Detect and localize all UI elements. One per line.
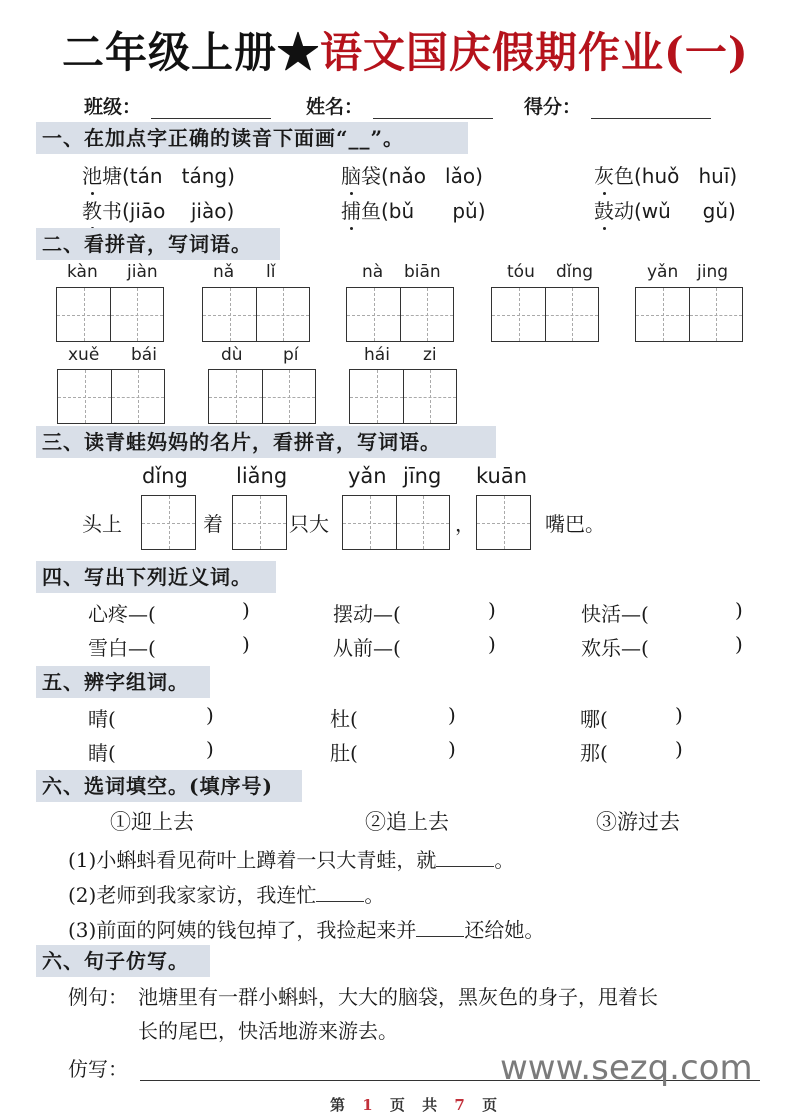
option-3: ③游过去 (596, 810, 680, 834)
paren-close: ) (488, 598, 496, 622)
writing-box-touding[interactable] (491, 287, 599, 342)
section5-heading: 五、辨字组词。 (36, 666, 210, 698)
pinyin: biān (404, 262, 441, 282)
answer-blank[interactable] (436, 849, 494, 867)
char-cell[interactable] (58, 370, 111, 423)
char-group-item[interactable]: 肚( (330, 741, 358, 765)
char-cell[interactable] (203, 288, 256, 341)
writing-box-yanjing[interactable] (635, 287, 743, 342)
pinyin: pí (283, 345, 299, 365)
paren-close: ) (242, 598, 250, 622)
pinyin: dù (221, 345, 243, 365)
s1-item[interactable]: 灰色(huǒ huī) (594, 160, 737, 189)
paren-close: ) (735, 598, 743, 622)
char-group-item[interactable]: 那( (580, 741, 608, 765)
synonym-item[interactable]: 摆动—( (333, 602, 401, 626)
sentence-text: 嘴巴。 (545, 512, 605, 536)
paren-close: ) (488, 632, 496, 656)
sentence-text: 头上 (82, 512, 122, 536)
example-line-1: 池塘里有一群小蝌蚪，大大的脑袋，黑灰色的身子，甩着长 (138, 985, 658, 1009)
char-cell[interactable] (545, 288, 598, 341)
question-3: (3)前面的阿姨的钱包掉了，我捡起来并 还给她。 (68, 918, 545, 942)
char-cell[interactable] (396, 496, 449, 549)
pinyin: zi (423, 345, 437, 365)
char-cell[interactable] (400, 288, 453, 341)
char-cell[interactable] (689, 288, 742, 341)
char-cell[interactable] (350, 370, 403, 423)
class-input-line[interactable] (151, 97, 271, 119)
section7-heading: 六、句子仿写。 (36, 945, 210, 977)
class-field[interactable] (84, 92, 271, 119)
section4-heading: 四、写出下列近义词。 (36, 561, 276, 593)
pinyin: nǎ (213, 262, 235, 282)
char-cell[interactable] (142, 496, 195, 549)
writing-box-ding[interactable] (141, 495, 196, 550)
char-cell[interactable] (209, 370, 262, 423)
s1-item[interactable]: 池塘(tán táng) (82, 160, 235, 189)
score-label: 得分： (524, 96, 582, 118)
writing-box-nabian[interactable] (346, 287, 454, 342)
pinyin: xuě (68, 345, 100, 365)
pinyin: bái (131, 345, 157, 365)
synonym-item[interactable]: 心疼—( (88, 602, 156, 626)
watermark: www.sezq.com (500, 1048, 753, 1088)
writing-box-dupi[interactable] (208, 369, 316, 424)
writing-box-yanjing-s3[interactable] (342, 495, 450, 550)
name-field[interactable] (306, 92, 493, 119)
s1-item[interactable]: 脑袋(nǎo lǎo) (341, 160, 483, 189)
student-info-row (84, 92, 744, 118)
s1-item[interactable]: 教书(jiāo jiào) (82, 195, 234, 224)
question-1: (1)小蝌蚪看见荷叶上蹲着一只大青蛙，就 。 (68, 848, 515, 872)
question-2: (2)老师到我家家访，我连忙 。 (68, 883, 385, 907)
page-footer: 第 1 页 共 7 页 (330, 1096, 504, 1114)
class-label: 班级： (84, 96, 142, 118)
char-cell[interactable] (343, 496, 396, 549)
writing-box-kuan[interactable] (476, 495, 531, 550)
pinyin: lǐ (266, 262, 276, 282)
pinyin: yǎn (348, 464, 387, 488)
char-cell[interactable] (57, 288, 110, 341)
answer-blank[interactable] (316, 884, 364, 902)
score-field[interactable] (524, 92, 711, 119)
score-input-line[interactable] (591, 97, 711, 119)
writing-box-kanjian[interactable] (56, 287, 164, 342)
imitate-label: 仿写： (68, 1057, 128, 1081)
char-cell[interactable] (233, 496, 286, 549)
current-page: 1 (362, 1096, 379, 1114)
char-cell[interactable] (111, 370, 164, 423)
pinyin: kuān (476, 464, 528, 488)
section3-heading: 三、读青蛙妈妈的名片，看拼音，写词语。 (36, 426, 496, 458)
paren-close: ) (448, 737, 456, 761)
char-group-item[interactable]: 晴( (88, 707, 116, 731)
example-label: 例句： (68, 985, 128, 1009)
pinyin: dǐng (556, 262, 594, 282)
synonym-item[interactable]: 雪白—( (88, 636, 156, 660)
s1-item[interactable]: 鼓动(wǔ gǔ) (594, 195, 736, 224)
synonym-item[interactable]: 欢乐—( (581, 636, 649, 660)
pinyin: liǎng (236, 464, 288, 488)
synonym-item[interactable]: 快活—( (581, 602, 649, 626)
name-input-line[interactable] (373, 97, 493, 119)
pinyin: kàn (67, 262, 98, 282)
writing-box-haizi[interactable] (349, 369, 457, 424)
paren-close: ) (206, 703, 214, 727)
pinyin: nà (362, 262, 384, 282)
answer-blank[interactable] (416, 919, 464, 937)
example-line-2: 长的尾巴，快活地游来游去。 (138, 1019, 398, 1043)
writing-box-nali[interactable] (202, 287, 310, 342)
worksheet-title (62, 28, 749, 78)
char-cell[interactable] (492, 288, 545, 341)
title-grade: 二年级上册★ (62, 28, 321, 77)
char-group-item[interactable]: 哪( (580, 707, 608, 731)
pinyin: dǐng (142, 464, 188, 488)
name-label: 姓名： (306, 96, 364, 118)
pinyin: jiàn (127, 262, 158, 282)
char-group-item[interactable]: 杜( (330, 707, 358, 731)
char-cell[interactable] (110, 288, 163, 341)
section1-heading: 一、在加点字正确的读音下面画“__”。 (36, 122, 468, 154)
total-pages: 7 (454, 1096, 471, 1114)
paren-close: ) (735, 632, 743, 656)
pinyin: jīng (403, 464, 442, 488)
title-subject: 语文国庆假期作业(一) (320, 28, 749, 77)
paren-close: ) (448, 703, 456, 727)
char-cell[interactable] (262, 370, 315, 423)
char-cell[interactable] (477, 496, 530, 549)
char-cell[interactable] (347, 288, 400, 341)
s1-item[interactable]: 捕鱼(bǔ pǔ) (341, 195, 486, 224)
sentence-text: 只大 (289, 512, 329, 536)
pinyin: jing (697, 262, 729, 282)
paren-close: ) (206, 737, 214, 761)
sentence-text: 着 (203, 512, 223, 536)
section6-heading: 六、选词填空。(填序号) (36, 770, 302, 802)
char-cell[interactable] (403, 370, 456, 423)
option-1: ①迎上去 (110, 810, 194, 834)
paren-close: ) (242, 632, 250, 656)
section2-heading: 二、看拼音，写词语。 (36, 228, 280, 260)
synonym-item[interactable]: 从前—( (333, 636, 401, 660)
pinyin: tóu (507, 262, 535, 282)
sentence-text: ， (455, 512, 475, 536)
char-cell[interactable] (636, 288, 689, 341)
paren-close: ) (675, 737, 683, 761)
paren-close: ) (675, 703, 683, 727)
char-group-item[interactable]: 睛( (88, 741, 116, 765)
option-2: ②追上去 (365, 810, 449, 834)
char-cell[interactable] (256, 288, 309, 341)
pinyin: hái (364, 345, 390, 365)
writing-box-xuebai[interactable] (57, 369, 165, 424)
pinyin: yǎn (647, 262, 679, 282)
writing-box-liang[interactable] (232, 495, 287, 550)
